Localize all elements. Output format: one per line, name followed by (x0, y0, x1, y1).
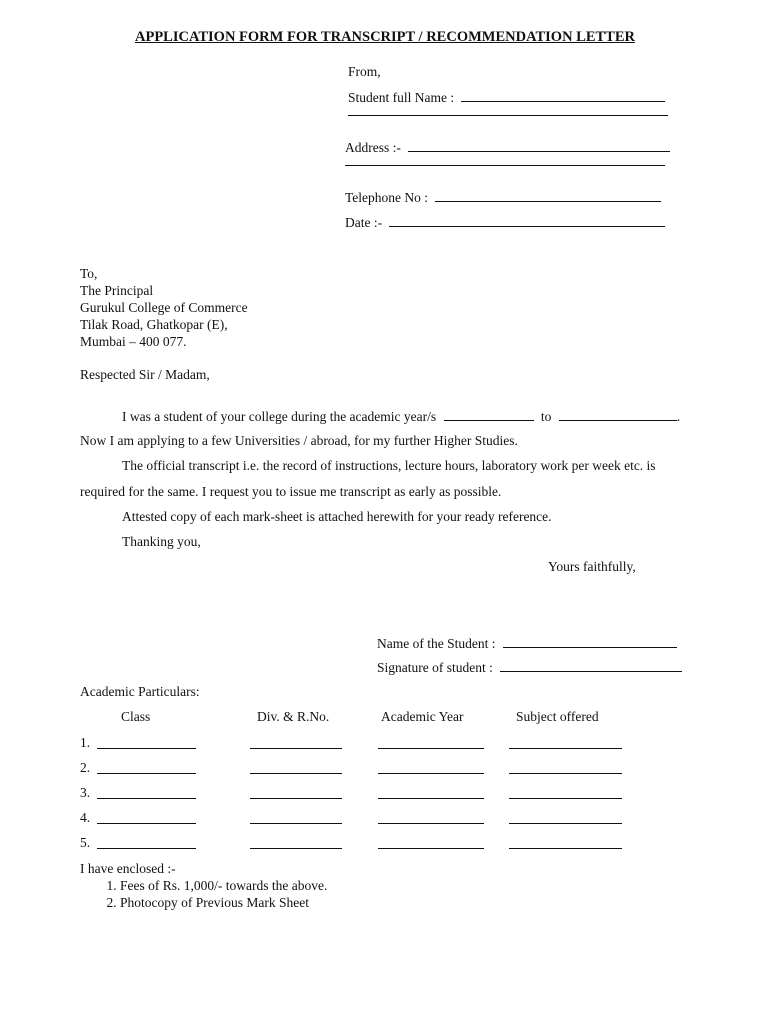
address-label: Address :- (345, 140, 401, 155)
subject-field[interactable] (509, 797, 622, 799)
date-field[interactable] (389, 214, 665, 227)
address-field-line2[interactable] (345, 164, 665, 166)
student-name-field[interactable] (461, 89, 665, 102)
subject-field[interactable] (509, 747, 622, 749)
signature-field[interactable] (500, 659, 682, 672)
class-field[interactable] (97, 772, 196, 774)
subject-field[interactable] (509, 822, 622, 824)
telephone-row (345, 189, 661, 206)
name-of-student-label: Name of the Student : (377, 636, 496, 651)
enclosed-item: 2. Photocopy of Previous Mark Sheet (120, 894, 327, 911)
div-rno-field[interactable] (250, 847, 342, 849)
name-of-student-row (377, 635, 677, 652)
body-p1-to: to (540, 409, 552, 424)
body-p3: Attested copy of each mark-sheet is attached herewith for your ready reference. (122, 509, 552, 524)
recipient-address (80, 265, 248, 350)
academic-heading: Academic Particulars: (80, 684, 200, 699)
from-label: From, (348, 64, 381, 79)
date-row (345, 214, 665, 231)
year-from-field[interactable] (444, 408, 534, 421)
enclosed-heading: I have enclosed :- (80, 861, 176, 876)
row-number: 3. (80, 785, 91, 800)
body-p1-end: . (676, 409, 681, 424)
academic-year-field[interactable] (378, 747, 484, 749)
div-rno-field[interactable] (250, 772, 342, 774)
column-header-class: Class (121, 709, 151, 724)
address-row (345, 139, 670, 156)
column-header-year: Academic Year (381, 709, 464, 724)
row-number: 1. (80, 735, 91, 750)
column-header-subject: Subject offered (516, 709, 599, 724)
closing: Yours faithfully, (548, 559, 636, 574)
academic-year-sentence (122, 408, 680, 425)
class-field[interactable] (97, 822, 196, 824)
to-line: The Principal (80, 283, 154, 298)
div-rno-field[interactable] (250, 797, 342, 799)
class-field[interactable] (97, 847, 196, 849)
academic-year-field[interactable] (378, 772, 484, 774)
class-field[interactable] (97, 747, 196, 749)
salutation: Respected Sir / Madam, (80, 367, 210, 382)
telephone-label: Telephone No : (345, 190, 429, 205)
div-rno-field[interactable] (250, 747, 342, 749)
body-p1-start: I was a student of your college during the academic year/s (122, 409, 437, 424)
to-line: Tilak Road, Ghatkopar (E), (80, 317, 228, 332)
student-name-row (348, 89, 665, 106)
class-field[interactable] (97, 797, 196, 799)
address-field[interactable] (408, 139, 670, 152)
body-p1-cont: Now I am applying to a few Universities / abroad, for my further Higher Studies. (80, 433, 518, 448)
to-line: Gurukul College of Commerce (80, 300, 248, 315)
academic-year-field[interactable] (378, 847, 484, 849)
telephone-field[interactable] (435, 189, 661, 202)
academic-year-field[interactable] (378, 797, 484, 799)
signature-label: Signature of student : (377, 660, 493, 675)
body-p2-cont: required for the same. I request you to issue me transcript as early as possible. (80, 484, 502, 499)
thanks: Thanking you, (122, 534, 201, 549)
to-line: Mumbai – 400 077. (80, 334, 187, 349)
date-label: Date :- (345, 215, 383, 230)
student-name-label: Student full Name : (348, 90, 455, 105)
row-number: 2. (80, 760, 91, 775)
signature-row (377, 659, 682, 676)
row-number: 5. (80, 835, 91, 850)
enclosed-list (100, 877, 327, 911)
enclosed-item: 1. Fees of Rs. 1,000/- towards the above. (120, 877, 327, 894)
div-rno-field[interactable] (250, 822, 342, 824)
body-p2: The official transcript i.e. the record of instructions, lecture hours, laboratory work per week etc. is (122, 458, 656, 473)
name-of-student-field[interactable] (503, 635, 677, 648)
subject-field[interactable] (509, 772, 622, 774)
student-name-field-line2[interactable] (348, 114, 668, 116)
academic-year-field[interactable] (378, 822, 484, 824)
form-title: APPLICATION FORM FOR TRANSCRIPT / RECOMMENDATION LETTER (134, 29, 636, 45)
year-to-field[interactable] (559, 408, 677, 421)
row-number: 4. (80, 810, 91, 825)
to-line: To, (80, 266, 98, 281)
column-header-div: Div. & R.No. (257, 709, 330, 724)
subject-field[interactable] (509, 847, 622, 849)
